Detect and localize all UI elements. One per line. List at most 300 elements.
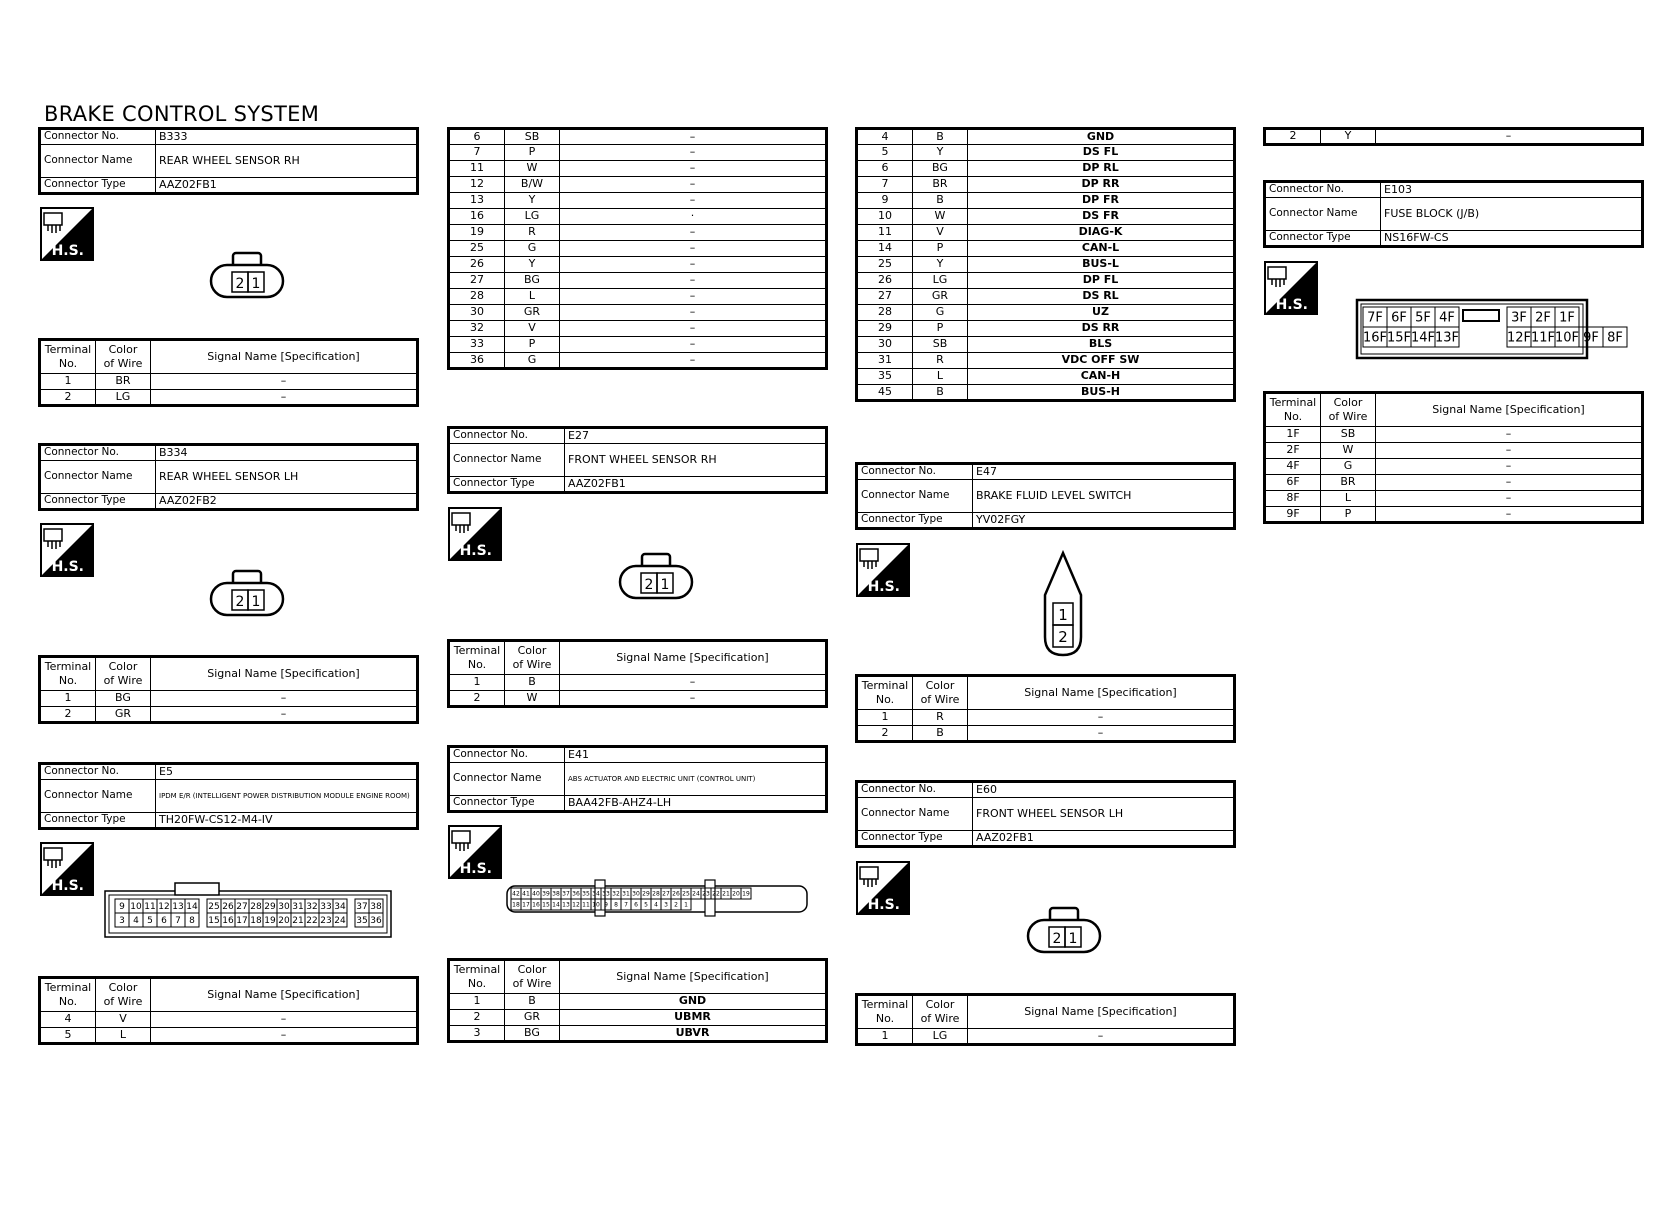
wire-color-cell: L [96, 1028, 151, 1044]
pin-label: 14 [186, 902, 198, 913]
signal-name-cell: – [560, 241, 827, 257]
table-row [449, 241, 827, 257]
connector-type: AAZ02FB1 [565, 477, 827, 493]
svg-text:H.S.: H.S. [51, 559, 84, 575]
terminal-no-cell: 26 [449, 257, 505, 273]
pin-label: 4F [1439, 310, 1455, 326]
terminal-no-cell: 7 [449, 145, 505, 161]
wire-color-cell: G [913, 305, 968, 321]
label-connector-type: Connector Type [40, 178, 156, 194]
table-row [857, 161, 1235, 177]
table-row [857, 353, 1235, 369]
signal-name-cell: – [560, 145, 827, 161]
header-color: Color of Wire [96, 978, 151, 1012]
table-row [40, 691, 418, 707]
wire-color-cell: W [505, 161, 560, 177]
pin-label: 42 [512, 890, 520, 898]
pin-label: 20 [278, 916, 290, 927]
wire-color-cell: P [913, 241, 968, 257]
connector-name: FRONT WHEEL SENSOR RH [565, 444, 827, 477]
connector-no: E60 [973, 782, 1235, 798]
wire-color-cell: G [505, 353, 560, 369]
svg-text:H.S.: H.S. [459, 861, 492, 877]
pin-label: 5F [1415, 310, 1431, 326]
pin-label: 24 [692, 890, 700, 898]
pin-label: 30 [632, 890, 640, 898]
wire-color-cell: R [913, 710, 968, 726]
label-connector-no: Connector No. [40, 445, 156, 461]
header-signal: Signal Name [Specification] [151, 657, 418, 691]
signal-name-cell: – [560, 273, 827, 289]
label-connector-no: Connector No. [449, 428, 565, 444]
terminal-no-cell: 5 [40, 1028, 96, 1044]
connector-name: ABS ACTUATOR AND ELECTRIC UNIT (CONTROL UNIT) [565, 763, 827, 796]
pin-label: 36 [370, 916, 382, 927]
table-row [1265, 443, 1643, 459]
pin-label: 15 [208, 916, 220, 927]
pin-label: 10 [592, 901, 600, 909]
connector-type: YV02FGY [973, 513, 1235, 529]
signal-name-cell: – [151, 691, 418, 707]
connector-info-e103 [1263, 180, 1644, 248]
pin-label: 8 [614, 901, 618, 909]
pin-label: 29 [264, 902, 276, 913]
terminal-no-cell: 45 [857, 385, 913, 401]
terminal-no-cell: 28 [449, 289, 505, 305]
signal-name-cell: – [560, 129, 827, 145]
signal-name-cell: · [560, 209, 827, 225]
wire-color-cell: BR [1321, 475, 1376, 491]
signal-name-cell: – [151, 1012, 418, 1028]
table-row [857, 129, 1235, 145]
terminal-table-e60-continued [1263, 127, 1644, 146]
pin-label: 38 [370, 902, 382, 913]
svg-text:2: 2 [644, 577, 654, 593]
connector-type: NS16FW-CS [1381, 231, 1643, 247]
signal-name-cell: – [1376, 443, 1643, 459]
terminal-no-cell: 31 [857, 353, 913, 369]
wire-color-cell: LG [96, 390, 151, 406]
table-row [449, 691, 827, 707]
label-connector-name: Connector Name [40, 780, 156, 813]
table-row [857, 225, 1235, 241]
connector-name: FRONT WHEEL SENSOR LH [973, 798, 1235, 831]
wire-color-cell: B [505, 994, 560, 1010]
connector-face-b334 [208, 569, 288, 619]
header-color: Color of Wire [1321, 393, 1376, 427]
terminal-no-cell: 3 [449, 1026, 505, 1042]
harness-side-icon [40, 523, 94, 577]
table-row [857, 1029, 1235, 1045]
table-row [857, 305, 1235, 321]
wire-color-cell: Y [505, 193, 560, 209]
signal-name-cell: – [560, 161, 827, 177]
harness-side-icon [448, 507, 502, 561]
signal-name-cell: BUS-H [968, 385, 1235, 401]
wire-color-cell: B [505, 675, 560, 691]
label-connector-type: Connector Type [449, 477, 565, 493]
pin-label: 5 [147, 916, 153, 927]
table-row [449, 321, 827, 337]
pin-label: 12 [572, 901, 580, 909]
pin-label: 23 [320, 916, 332, 927]
terminal-no-cell: 2 [40, 390, 96, 406]
terminal-no-cell: 2 [449, 691, 505, 707]
terminal-no-cell: 14 [857, 241, 913, 257]
connector-face-b333 [208, 251, 288, 301]
signal-name-cell: – [560, 289, 827, 305]
svg-text:1: 1 [251, 594, 261, 610]
wire-color-cell: W [1321, 443, 1376, 459]
pin-label: 4 [133, 916, 139, 927]
wire-color-cell: R [505, 225, 560, 241]
label-connector-no: Connector No. [857, 464, 973, 480]
wire-color-cell: V [505, 321, 560, 337]
pin-label: 32 [306, 902, 318, 913]
table-row [40, 390, 418, 406]
signal-name-cell: BLS [968, 337, 1235, 353]
wire-color-cell: P [505, 145, 560, 161]
connector-face-e47 [1039, 551, 1087, 659]
table-row [40, 1012, 418, 1028]
table-row [40, 374, 418, 390]
terminal-no-cell: 33 [449, 337, 505, 353]
terminal-table-e41 [447, 958, 828, 1043]
table-row [449, 129, 827, 145]
terminal-no-cell: 36 [449, 353, 505, 369]
signal-name-cell: DP FR [968, 193, 1235, 209]
pin-label: 34 [592, 890, 600, 898]
connector-no: E47 [973, 464, 1235, 480]
pin-label: 7 [175, 916, 181, 927]
terminal-no-cell: 13 [449, 193, 505, 209]
table-row [449, 994, 827, 1010]
svg-text:1: 1 [1058, 606, 1068, 624]
wire-color-cell: GR [505, 1010, 560, 1026]
wire-color-cell: BG [96, 691, 151, 707]
table-row [857, 337, 1235, 353]
connector-type: AAZ02FB1 [156, 178, 418, 194]
wire-color-cell: L [505, 289, 560, 305]
terminal-no-cell: 29 [857, 321, 913, 337]
label-connector-name: Connector Name [449, 763, 565, 796]
table-row [449, 337, 827, 353]
pin-label: 13 [172, 902, 184, 913]
wire-color-cell: G [505, 241, 560, 257]
wire-color-cell: SB [913, 337, 968, 353]
header-signal: Signal Name [Specification] [1376, 393, 1643, 427]
connector-name: REAR WHEEL SENSOR LH [156, 461, 418, 494]
connector-name: FUSE BLOCK (J/B) [1381, 198, 1643, 231]
wire-color-cell: P [505, 337, 560, 353]
terminal-no-cell: 1F [1265, 427, 1321, 443]
terminal-no-cell: 4 [857, 129, 913, 145]
label-connector-name: Connector Name [1265, 198, 1381, 231]
wire-color-cell: SB [1321, 427, 1376, 443]
wire-color-cell: W [913, 209, 968, 225]
terminal-no-cell: 16 [449, 209, 505, 225]
connector-type: AAZ02FB1 [973, 831, 1235, 847]
header-terminal: Terminal No. [857, 676, 913, 710]
connector-no: B333 [156, 129, 418, 145]
pin-label: 2F [1535, 310, 1551, 326]
pin-label: 40 [532, 890, 540, 898]
pin-label: 11 [144, 902, 156, 913]
pin-label: 13 [562, 901, 570, 909]
pin-label: 3 [119, 916, 125, 927]
signal-name-cell: DS FR [968, 209, 1235, 225]
signal-name-cell: DP FL [968, 273, 1235, 289]
pin-label: 7F [1367, 310, 1383, 326]
signal-name-cell: – [151, 1028, 418, 1044]
terminal-table-e41-continued [855, 127, 1236, 402]
pin-label: 18 [250, 916, 262, 927]
svg-text:H.S.: H.S. [867, 579, 900, 595]
svg-text:1: 1 [251, 276, 261, 292]
wire-color-cell: B/W [505, 177, 560, 193]
pin-label: 19 [264, 916, 276, 927]
svg-text:H.S.: H.S. [1275, 297, 1308, 313]
pin-label: 12 [158, 902, 170, 913]
connector-name: BRAKE FLUID LEVEL SWITCH [973, 480, 1235, 513]
table-row [40, 1028, 418, 1044]
pin-label: 10F [1554, 330, 1580, 346]
terminal-table-e5 [38, 976, 419, 1045]
pin-label: 32 [612, 890, 620, 898]
signal-name-cell: BUS-L [968, 257, 1235, 273]
wire-color-cell: W [505, 691, 560, 707]
signal-name-cell: – [1376, 459, 1643, 475]
signal-name-cell: – [968, 1029, 1235, 1045]
svg-text:2: 2 [1052, 931, 1062, 947]
pin-label: 8 [189, 916, 195, 927]
table-row [449, 257, 827, 273]
signal-name-cell: – [560, 257, 827, 273]
harness-side-icon [1264, 261, 1318, 315]
header-color: Color of Wire [913, 995, 968, 1029]
pin-label: 4 [654, 901, 658, 909]
pin-label: 6 [161, 916, 167, 927]
pin-label: 14 [552, 901, 560, 909]
pin-label: 20 [732, 890, 740, 898]
terminal-no-cell: 30 [857, 337, 913, 353]
table-row [857, 385, 1235, 401]
svg-text:H.S.: H.S. [459, 543, 492, 559]
pin-label: 19 [742, 890, 750, 898]
pin-label: 27 [662, 890, 670, 898]
terminal-no-cell: 30 [449, 305, 505, 321]
table-row [449, 161, 827, 177]
signal-name-cell: – [151, 390, 418, 406]
header-terminal: Terminal No. [449, 641, 505, 675]
signal-name-cell: – [560, 177, 827, 193]
svg-text:1: 1 [1068, 931, 1078, 947]
pin-label: 8F [1607, 330, 1623, 346]
connector-no: E27 [565, 428, 827, 444]
label-connector-name: Connector Name [40, 145, 156, 178]
wire-color-cell: BG [505, 1026, 560, 1042]
connector-no: B334 [156, 445, 418, 461]
pin-label: 1F [1559, 310, 1575, 326]
pin-label: 16 [532, 901, 540, 909]
pin-label: 37 [562, 890, 570, 898]
label-connector-name: Connector Name [857, 480, 973, 513]
header-color: Color of Wire [913, 676, 968, 710]
pin-label: 35 [582, 890, 590, 898]
header-color: Color of Wire [96, 340, 151, 374]
terminal-no-cell: 5 [857, 145, 913, 161]
pin-label: 15F [1386, 330, 1412, 346]
header-signal: Signal Name [Specification] [151, 340, 418, 374]
pin-label: 9F [1583, 330, 1599, 346]
table-row [449, 675, 827, 691]
table-row [449, 177, 827, 193]
svg-text:1: 1 [660, 577, 670, 593]
table-row [857, 289, 1235, 305]
table-row [857, 273, 1235, 289]
signal-name-cell: – [560, 675, 827, 691]
signal-name-cell: UBVR [560, 1026, 827, 1042]
signal-name-cell: – [560, 353, 827, 369]
signal-name-cell: GND [560, 994, 827, 1010]
pin-label: 7 [624, 901, 628, 909]
pin-label: 28 [652, 890, 660, 898]
terminal-no-cell: 6 [857, 161, 913, 177]
terminal-no-cell: 4F [1265, 459, 1321, 475]
header-color: Color of Wire [505, 641, 560, 675]
table-row [1265, 507, 1643, 523]
pin-label: 33 [602, 890, 610, 898]
wire-color-cell: LG [913, 1029, 968, 1045]
terminal-no-cell: 11 [857, 225, 913, 241]
terminal-no-cell: 35 [857, 369, 913, 385]
terminal-no-cell: 7 [857, 177, 913, 193]
signal-name-cell: DS FL [968, 145, 1235, 161]
harness-side-icon [40, 842, 94, 896]
terminal-no-cell: 2F [1265, 443, 1321, 459]
pin-label: 28 [250, 902, 262, 913]
pin-label: 18 [512, 901, 520, 909]
terminal-no-cell: 9 [857, 193, 913, 209]
wire-color-cell: B [913, 385, 968, 401]
pin-label: 36 [572, 890, 580, 898]
terminal-no-cell: 19 [449, 225, 505, 241]
wire-color-cell: R [913, 353, 968, 369]
signal-name-cell: – [1376, 427, 1643, 443]
harness-side-icon [856, 861, 910, 915]
terminal-no-cell: 1 [40, 691, 96, 707]
signal-name-cell: – [560, 225, 827, 241]
pin-label: 39 [542, 890, 550, 898]
signal-name-cell: – [560, 321, 827, 337]
wire-color-cell: GR [505, 305, 560, 321]
wire-color-cell: B [913, 129, 968, 145]
signal-name-cell: – [968, 710, 1235, 726]
wire-color-cell: SB [505, 129, 560, 145]
table-row [449, 273, 827, 289]
pin-label: 26 [222, 902, 234, 913]
table-row [449, 225, 827, 241]
header-terminal: Terminal No. [857, 995, 913, 1029]
terminal-no-cell: 9F [1265, 507, 1321, 523]
terminal-no-cell: 32 [449, 321, 505, 337]
pin-label: 9 [119, 902, 125, 913]
header-terminal: Terminal No. [40, 978, 96, 1012]
terminal-no-cell: 2 [1265, 129, 1321, 145]
label-connector-type: Connector Type [1265, 231, 1381, 247]
table-row [449, 193, 827, 209]
pin-label: 11 [582, 901, 590, 909]
header-signal: Signal Name [Specification] [968, 676, 1235, 710]
connector-type: BAA42FB-AHZ4-LH [565, 796, 827, 812]
wire-color-cell: L [913, 369, 968, 385]
terminal-no-cell: 4 [40, 1012, 96, 1028]
table-row [1265, 491, 1643, 507]
terminal-no-cell: 10 [857, 209, 913, 225]
pin-label: 33 [320, 902, 332, 913]
terminal-table-e5-continued [447, 127, 828, 370]
connector-info-e5 [38, 762, 419, 830]
wire-color-cell: LG [505, 209, 560, 225]
signal-name-cell: VDC OFF SW [968, 353, 1235, 369]
pin-label: 13F [1434, 330, 1460, 346]
connector-name: REAR WHEEL SENSOR RH [156, 145, 418, 178]
connector-type: AAZ02FB2 [156, 494, 418, 510]
signal-name-cell: DS RL [968, 289, 1235, 305]
terminal-table-e60 [855, 993, 1236, 1046]
pin-label: 25 [682, 890, 690, 898]
pin-label: 21 [722, 890, 730, 898]
terminal-no-cell: 25 [449, 241, 505, 257]
svg-text:2: 2 [235, 276, 245, 292]
table-row [449, 289, 827, 305]
wire-color-cell: BR [913, 177, 968, 193]
pin-label: 14F [1410, 330, 1436, 346]
pin-label: 3F [1511, 310, 1527, 326]
terminal-table-e27 [447, 639, 828, 708]
connector-no: E41 [565, 747, 827, 763]
pin-label: 2 [674, 901, 678, 909]
terminal-no-cell: 1 [857, 710, 913, 726]
label-connector-name: Connector Name [857, 798, 973, 831]
wire-color-cell: V [96, 1012, 151, 1028]
wire-color-cell: Y [1321, 129, 1376, 145]
wire-color-cell: LG [913, 273, 968, 289]
terminal-no-cell: 1 [40, 374, 96, 390]
terminal-no-cell: 6 [449, 129, 505, 145]
svg-text:2: 2 [235, 594, 245, 610]
wire-color-cell: B [913, 193, 968, 209]
terminal-table-e103 [1263, 391, 1644, 524]
table-row [857, 241, 1235, 257]
label-connector-name: Connector Name [40, 461, 156, 494]
header-terminal: Terminal No. [449, 960, 505, 994]
table-row [857, 145, 1235, 161]
signal-name-cell: DP RL [968, 161, 1235, 177]
terminal-table-b333 [38, 338, 419, 407]
signal-name-cell: – [1376, 491, 1643, 507]
wire-color-cell: L [1321, 491, 1376, 507]
pin-label: 17 [522, 901, 530, 909]
pin-label: 22 [306, 916, 318, 927]
terminal-no-cell: 2 [857, 726, 913, 742]
header-signal: Signal Name [Specification] [968, 995, 1235, 1029]
table-row [857, 710, 1235, 726]
svg-text:H.S.: H.S. [51, 243, 84, 259]
table-row [857, 257, 1235, 273]
table-row [449, 1026, 827, 1042]
label-connector-type: Connector Type [857, 513, 973, 529]
